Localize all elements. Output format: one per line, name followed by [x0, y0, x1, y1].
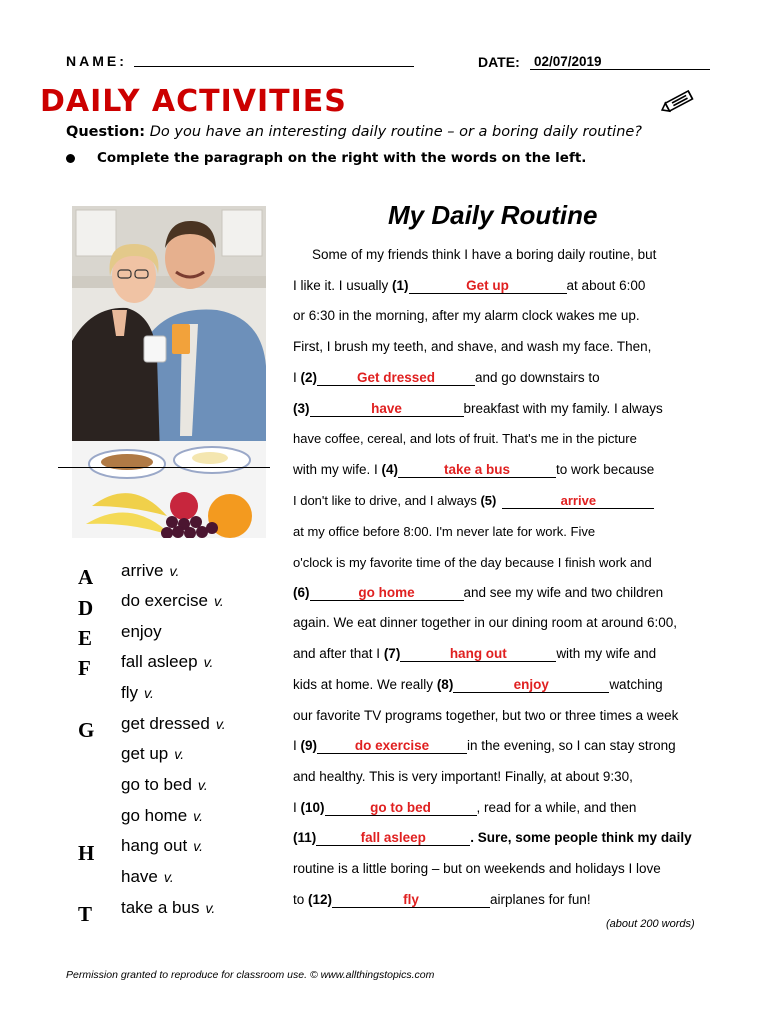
word-item — [121, 898, 215, 918]
footer-permission: Permission granted to reproduce for classroom use. © www.allthingstopics.com — [66, 969, 435, 981]
line-text: to — [293, 892, 309, 907]
blank-number: (4) — [381, 462, 399, 477]
line-text: at about 6:00 — [566, 278, 646, 293]
paragraph-line: First, I brush my teeth, and shave, and wash my face. Then, — [293, 339, 652, 354]
paragraph-line — [293, 493, 654, 509]
paragraph-line — [293, 278, 645, 294]
word-item — [121, 836, 203, 856]
word-letter: E — [78, 626, 93, 650]
word-pos: v. — [193, 808, 204, 824]
paragraph-line — [293, 401, 663, 417]
paragraph-line: o'clock is my favorite time of the day because I finish work and — [293, 555, 652, 570]
line-text: and after that I — [293, 646, 384, 661]
answer-blank[interactable]: hang out — [400, 647, 556, 662]
word-text: hang out — [121, 836, 188, 855]
word-item — [121, 683, 154, 703]
word-text: take a bus — [121, 898, 200, 917]
pencil-icon — [660, 85, 700, 117]
word-letter: D — [78, 596, 94, 620]
photo-divider — [58, 467, 270, 468]
line-text: in the evening, so I can stay strong — [467, 738, 676, 753]
word-item — [121, 744, 184, 764]
name-field[interactable] — [134, 66, 414, 67]
word-pos: v. — [169, 563, 180, 579]
date-field[interactable] — [530, 54, 710, 70]
line-text: I don't like to drive, and I always — [293, 493, 481, 508]
paragraph-line — [293, 892, 591, 908]
question-text: Do you have an interesting daily routine – or a boring daily routine? — [149, 124, 643, 140]
word-text: get dressed — [121, 714, 210, 733]
line-text: I — [293, 370, 301, 385]
word-pos: v. — [197, 777, 208, 793]
line-text: I — [293, 800, 301, 815]
paragraph-line — [293, 738, 676, 754]
line-text: with my wife and — [556, 646, 657, 661]
answer-blank[interactable]: do exercise — [317, 739, 467, 754]
blank-number: (7) — [383, 646, 401, 661]
word-text: enjoy — [121, 622, 162, 641]
question-label: Question: — [66, 124, 146, 140]
line-text: . Sure, some people think my daily — [470, 830, 692, 845]
word-item — [121, 591, 224, 611]
blank-number: (5) — [480, 493, 497, 508]
blank-number: (8) — [436, 677, 454, 692]
word-text: have — [121, 867, 158, 886]
paragraph-line: Some of my friends think I have a boring daily routine, but — [312, 247, 657, 262]
blank-number: (9) — [300, 738, 318, 753]
word-pos: v. — [203, 654, 214, 670]
word-pos: v. — [174, 746, 185, 762]
word-item — [121, 622, 168, 642]
answer-blank[interactable]: fall asleep — [316, 831, 470, 846]
answer-blank[interactable]: fly — [332, 893, 490, 908]
word-pos: v. — [163, 869, 174, 885]
paragraph-line — [293, 677, 663, 693]
word-pos: v. — [193, 838, 204, 854]
date-value: 02/07/2019 — [534, 54, 602, 69]
paragraph-line: and healthy. This is very important! Finally, at about 9:30, — [293, 769, 633, 784]
word-count: (about 200 words) — [606, 918, 695, 930]
word-item — [121, 561, 179, 581]
blank-number: (11) — [293, 830, 317, 845]
word-letter: F — [78, 656, 91, 680]
line-text: to work because — [556, 462, 655, 477]
answer-blank[interactable]: go home — [310, 586, 464, 601]
answer-blank[interactable]: Get up — [409, 279, 567, 294]
paragraph-line: routine is a little boring – but on weekends and holidays I love — [293, 861, 661, 876]
paragraph-line: or 6:30 in the morning, after my alarm clock wakes me up. — [293, 308, 640, 323]
word-item — [121, 714, 226, 734]
word-text: do exercise — [121, 591, 208, 610]
word-pos: v. — [205, 900, 216, 916]
line-text: and see my wife and two children — [463, 585, 664, 600]
line-text: kids at home. We really — [293, 677, 437, 692]
line-text: I like it. I usually — [293, 278, 393, 293]
line-text: watching — [609, 677, 663, 692]
paragraph-line: our favorite TV programs together, but two or three times a week — [293, 708, 679, 723]
line-text: , read for a while, and then — [476, 800, 637, 815]
paragraph-line: again. We eat dinner together in our dining room at around 6:00, — [293, 615, 678, 630]
word-letter: T — [78, 902, 93, 926]
paragraph-line — [293, 800, 636, 816]
word-text: arrive — [121, 561, 164, 580]
line-text: and go downstairs to — [475, 370, 600, 385]
word-text: fall asleep — [121, 652, 198, 671]
answer-blank[interactable]: Get dressed — [317, 371, 475, 386]
blank-number: (10) — [300, 800, 325, 815]
word-letter: A — [78, 565, 94, 589]
word-item — [121, 775, 208, 795]
instruction-text: Complete the paragraph on the right with the words on the left. — [97, 150, 587, 166]
question — [66, 124, 642, 140]
worksheet-title: DAILY ACTIVITIES — [40, 84, 347, 119]
name-label: NAME: — [66, 53, 127, 69]
blank-number: (6) — [293, 585, 310, 600]
word-item — [121, 806, 203, 826]
word-letter: H — [78, 841, 95, 865]
blank-number: (12) — [308, 892, 333, 907]
line-text: I — [293, 738, 301, 753]
answer-blank[interactable]: go to bed — [325, 801, 477, 816]
paragraph-line: at my office before 8:00. I'm never late for work. Five — [293, 524, 596, 539]
line-text: breakfast with my family. I always — [463, 401, 663, 416]
paragraph-line: have coffee, cereal, and lots of fruit. That's me in the picture — [293, 431, 637, 446]
paragraph-line — [293, 830, 692, 846]
story-title: My Daily Routine — [388, 200, 598, 230]
word-pos: v. — [213, 593, 224, 609]
word-pos: v. — [144, 685, 154, 701]
bullet-icon — [66, 154, 75, 163]
paragraph-line — [293, 462, 654, 478]
instruction — [66, 150, 586, 166]
word-item — [121, 652, 213, 672]
word-text: fly — [121, 683, 138, 702]
word-pos: v. — [215, 716, 226, 732]
line-text: with my wife. I — [293, 462, 382, 477]
blank-number: (1) — [392, 278, 409, 293]
word-text: get up — [121, 744, 169, 763]
word-letter: G — [78, 718, 95, 742]
line-text: airplanes for fun! — [490, 892, 591, 907]
blank-number: (3) — [293, 401, 310, 416]
word-text: go to bed — [121, 775, 192, 794]
couple-photo — [72, 206, 266, 538]
answer-blank[interactable]: enjoy — [453, 678, 609, 693]
blank-number: (2) — [300, 370, 318, 385]
word-item — [121, 867, 174, 887]
paragraph-line — [293, 585, 663, 601]
answer-blank[interactable]: arrive — [502, 494, 654, 509]
answer-blank[interactable]: take a bus — [398, 463, 556, 478]
answer-blank[interactable]: have — [310, 402, 464, 417]
paragraph-line — [293, 646, 656, 662]
paragraph-line — [293, 370, 600, 386]
word-text: go home — [121, 806, 188, 825]
date-label: DATE: — [478, 54, 520, 70]
